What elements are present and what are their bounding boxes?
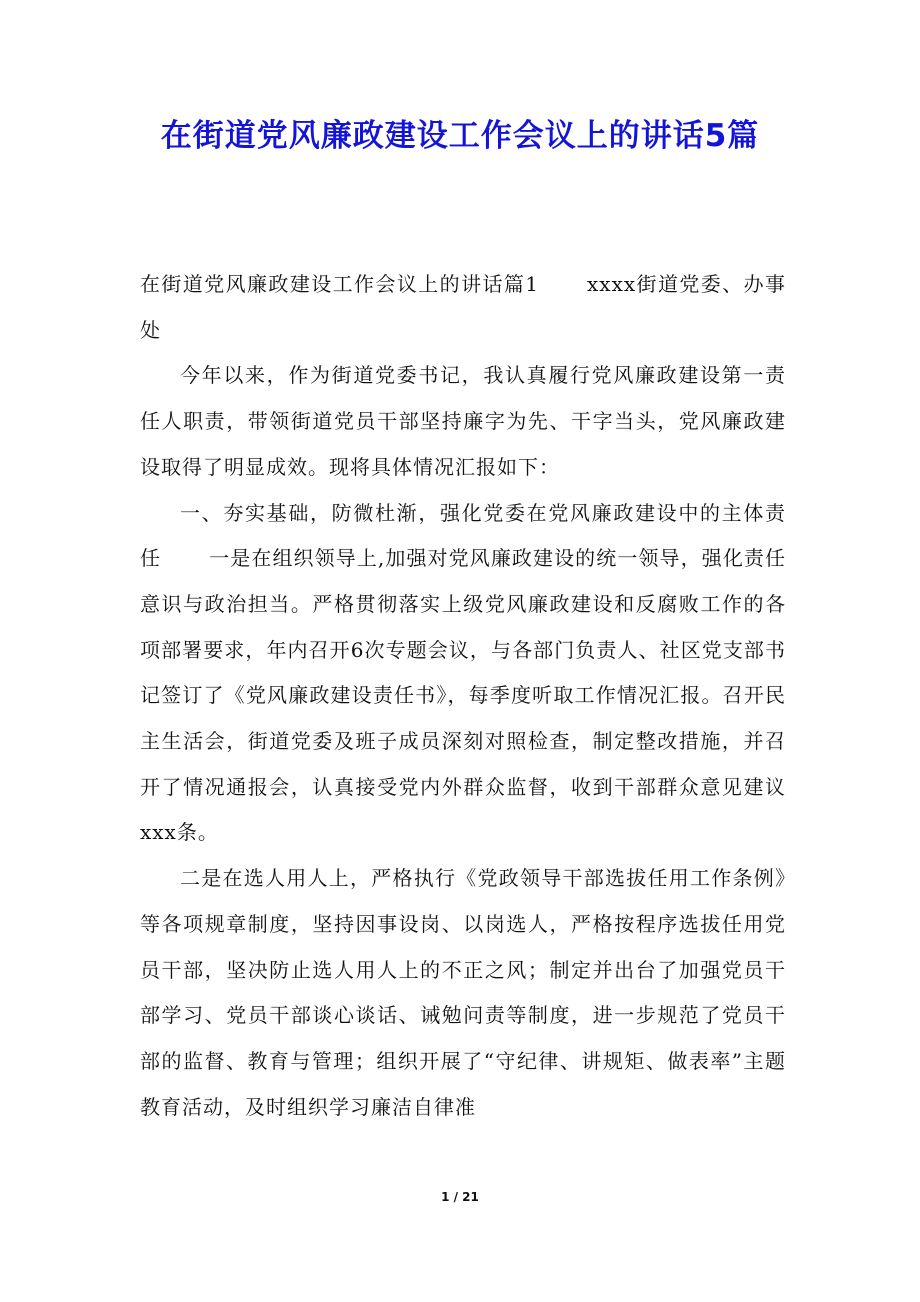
paragraph: 二是在选人用人上，严格执行《党政领导干部选拔任用工作条例》等各项规章制度，坚持因事设岗、以岗选人，严格按程序选拔任用党员干部，坚决防止选人用人上的不正之风；制定并出台了加强党员干部学习、党员干部谈心谈话、诫勉问责等制度，进一步规范了党员干部的监督、教育与管理；组织开展了“守纪律、讲规矩、做表率”主题教育活动，及时组织学习廉洁自律准 (140, 866, 786, 1119)
paragraph-text: 一是在组织领导上,加强对党风廉政建设的统一领导，强化责任意识与政治担当。严格贯彻落实上级党风廉政建设和反腐败工作的各项部署要求，年内召开6次专题会议，与各部门负责人、社区党支部书记签订了《党风廉政建设责任书》，每季度听取工作情况汇报。召开民主生活会，街道党委及班子成员深刻对照检查，制定整改措施，并召开了情况通报会，认真接受党内外群众监督，收到干部群众意见建议xxx条。 (140, 546, 787, 845)
document-title: 在街道党风廉政建设工作会议上的讲话5篇 (160, 118, 760, 154)
paragraph-section-heading (140, 491, 786, 857)
section-heading-line (140, 262, 786, 353)
section-unit: xxxx街道党委、办事处 (140, 272, 786, 342)
subsection-heading: 一、夯实基础，防微杜渐，强化党委在党风廉政建设中的主体责任 (140, 500, 786, 571)
page-number: 1 / 21 (441, 1190, 479, 1204)
section-heading: 在街道党风廉政建设工作会议上的讲话篇1 (140, 272, 540, 296)
document-body (140, 262, 786, 1130)
paragraph: 今年以来，作为街道党委书记，我认真履行党风廉政建设第一责任人职责，带领街道党员干部坚持廉字为先、干字当头，党风廉政建设取得了明显成效。现将具体情况汇报如下： (140, 363, 786, 479)
